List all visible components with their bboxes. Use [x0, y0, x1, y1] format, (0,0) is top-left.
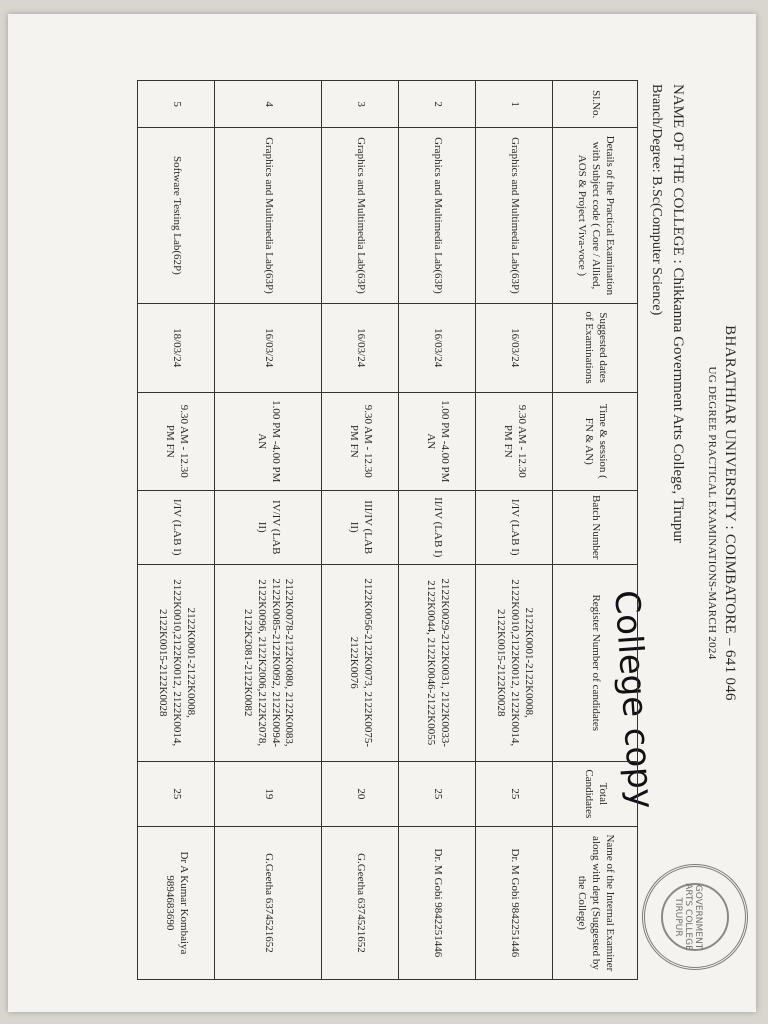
cell-batch: III/IV (LAB II): [322, 490, 399, 564]
cell-batch: II/IV (LAB I): [399, 490, 476, 564]
cell-time: 9.30 AM - 12.30 PM FN: [476, 392, 553, 490]
cell-time: 9.30 AM - 12.30 PM FN: [138, 392, 215, 490]
cell-date: 18/03/24: [138, 303, 215, 392]
table-row: [476, 81, 553, 980]
col-header: Total Candidates: [553, 761, 638, 826]
cell-subject: Graphics and Multimedia Lab(63P): [322, 128, 399, 303]
cell-subject: Graphics and Multimedia Lab(63P): [476, 128, 553, 303]
cell-batch: I/IV (LAB I): [476, 490, 553, 564]
cell-examiner: G.Geetha 6374521652: [215, 826, 322, 979]
cell-total: 25: [476, 761, 553, 826]
cell-time: 9.30 AM - 12.30 PM FN: [322, 392, 399, 490]
cell-subject: Graphics and Multimedia Lab(63P): [215, 128, 322, 303]
cell-date: 16/03/24: [322, 303, 399, 392]
cell-register-numbers: 2122K0001-2122K0008, 2122K0010,2122K0012, 2122K0014, 2122K0015-2122K0028: [138, 564, 215, 761]
cell-register-numbers: 2122K0029-2122K0031, 2122K0033-2122K0044, 2122K0046-2122K0055: [399, 564, 476, 761]
cell-slno: 3: [322, 81, 399, 128]
cell-time: 1.00 PM -4.00 PM AN: [399, 392, 476, 490]
exam-schedule-table: [137, 80, 638, 980]
rotated-content: [8, 14, 756, 1012]
cell-slno: 1: [476, 81, 553, 128]
cell-subject: Software Testing Lab(62P): [138, 128, 215, 303]
cell-total: 25: [138, 761, 215, 826]
cell-date: 16/03/24: [476, 303, 553, 392]
cell-examiner: Dr. M Gobi 9842251446: [476, 826, 553, 979]
cell-examiner: G.Geetha 6374521652: [322, 826, 399, 979]
cell-total: 25: [399, 761, 476, 826]
college-seal: [642, 864, 748, 970]
seal-text: GOVERNMENT ARTS COLLEGE TIRUPUR: [673, 883, 703, 951]
table-header-row: [553, 81, 638, 980]
col-header: Name of the Internal Examiner along with dept (Suggested by the College): [553, 826, 638, 979]
cell-register-numbers: 2122K0056-2122K0073, 2122K0075-2122K0076: [322, 564, 399, 761]
handwritten-note: College copy: [606, 589, 662, 811]
table-row: [138, 81, 215, 980]
cell-examiner: Dr. M Gobi 9842251446: [399, 826, 476, 979]
col-header: Details of the Practical Examination with Subject code ( Core / Allied, AOS & Project Viva-voce ): [553, 128, 638, 303]
document-page: [8, 14, 756, 1012]
university-title: BHARATHIAR UNIVERSITY : COIMBATORE – 641 046: [722, 325, 738, 701]
cell-examiner: Dr A Kumar Kombaiya 9894683690: [138, 826, 215, 979]
col-header: Sl.No.: [553, 81, 638, 128]
cell-total: 19: [215, 761, 322, 826]
table-row: [215, 81, 322, 980]
cell-batch: I/IV (LAB I): [138, 490, 215, 564]
cell-total: 20: [322, 761, 399, 826]
cell-slno: 5: [138, 81, 215, 128]
cell-batch: IV/IV (LAB II): [215, 490, 322, 564]
cell-register-numbers: 2122K0001-2122K0008, 2122K0010,2122K0012, 2122K0014, 2122K0015-2122K0028: [476, 564, 553, 761]
cell-time: 1.00 PM -4.00 PM AN: [215, 392, 322, 490]
col-header: Register Number of candidates: [553, 564, 638, 761]
col-header: Batch Number: [553, 490, 638, 564]
col-header: Time & session ( FN & AN): [553, 392, 638, 490]
table-row: [399, 81, 476, 980]
cell-slno: 2: [399, 81, 476, 128]
cell-subject: Graphics and Multimedia Lab(63P): [399, 128, 476, 303]
table-row: [322, 81, 399, 980]
branch-degree: Branch/Degree: B.Sc(Computer Science): [649, 84, 664, 316]
cell-slno: 4: [215, 81, 322, 128]
cell-register-numbers: 2122K0078-2122K0080, 2122K0083, 2122K0085-2122K0092, 2122K0094-2122K0096, 2122K2006,2122K2078, 2122K2081-2122K0082: [215, 564, 322, 761]
col-header: Suggested dates of Examinations: [553, 303, 638, 392]
cell-date: 16/03/24: [215, 303, 322, 392]
exam-title: UG DEGREE PRACTICAL EXAMINATIONS-MARCH 2024: [706, 366, 718, 660]
college-name: NAME OF THE COLLEGE : Chikkanna Government Arts College, Tirupur: [670, 84, 686, 543]
cell-date: 16/03/24: [399, 303, 476, 392]
